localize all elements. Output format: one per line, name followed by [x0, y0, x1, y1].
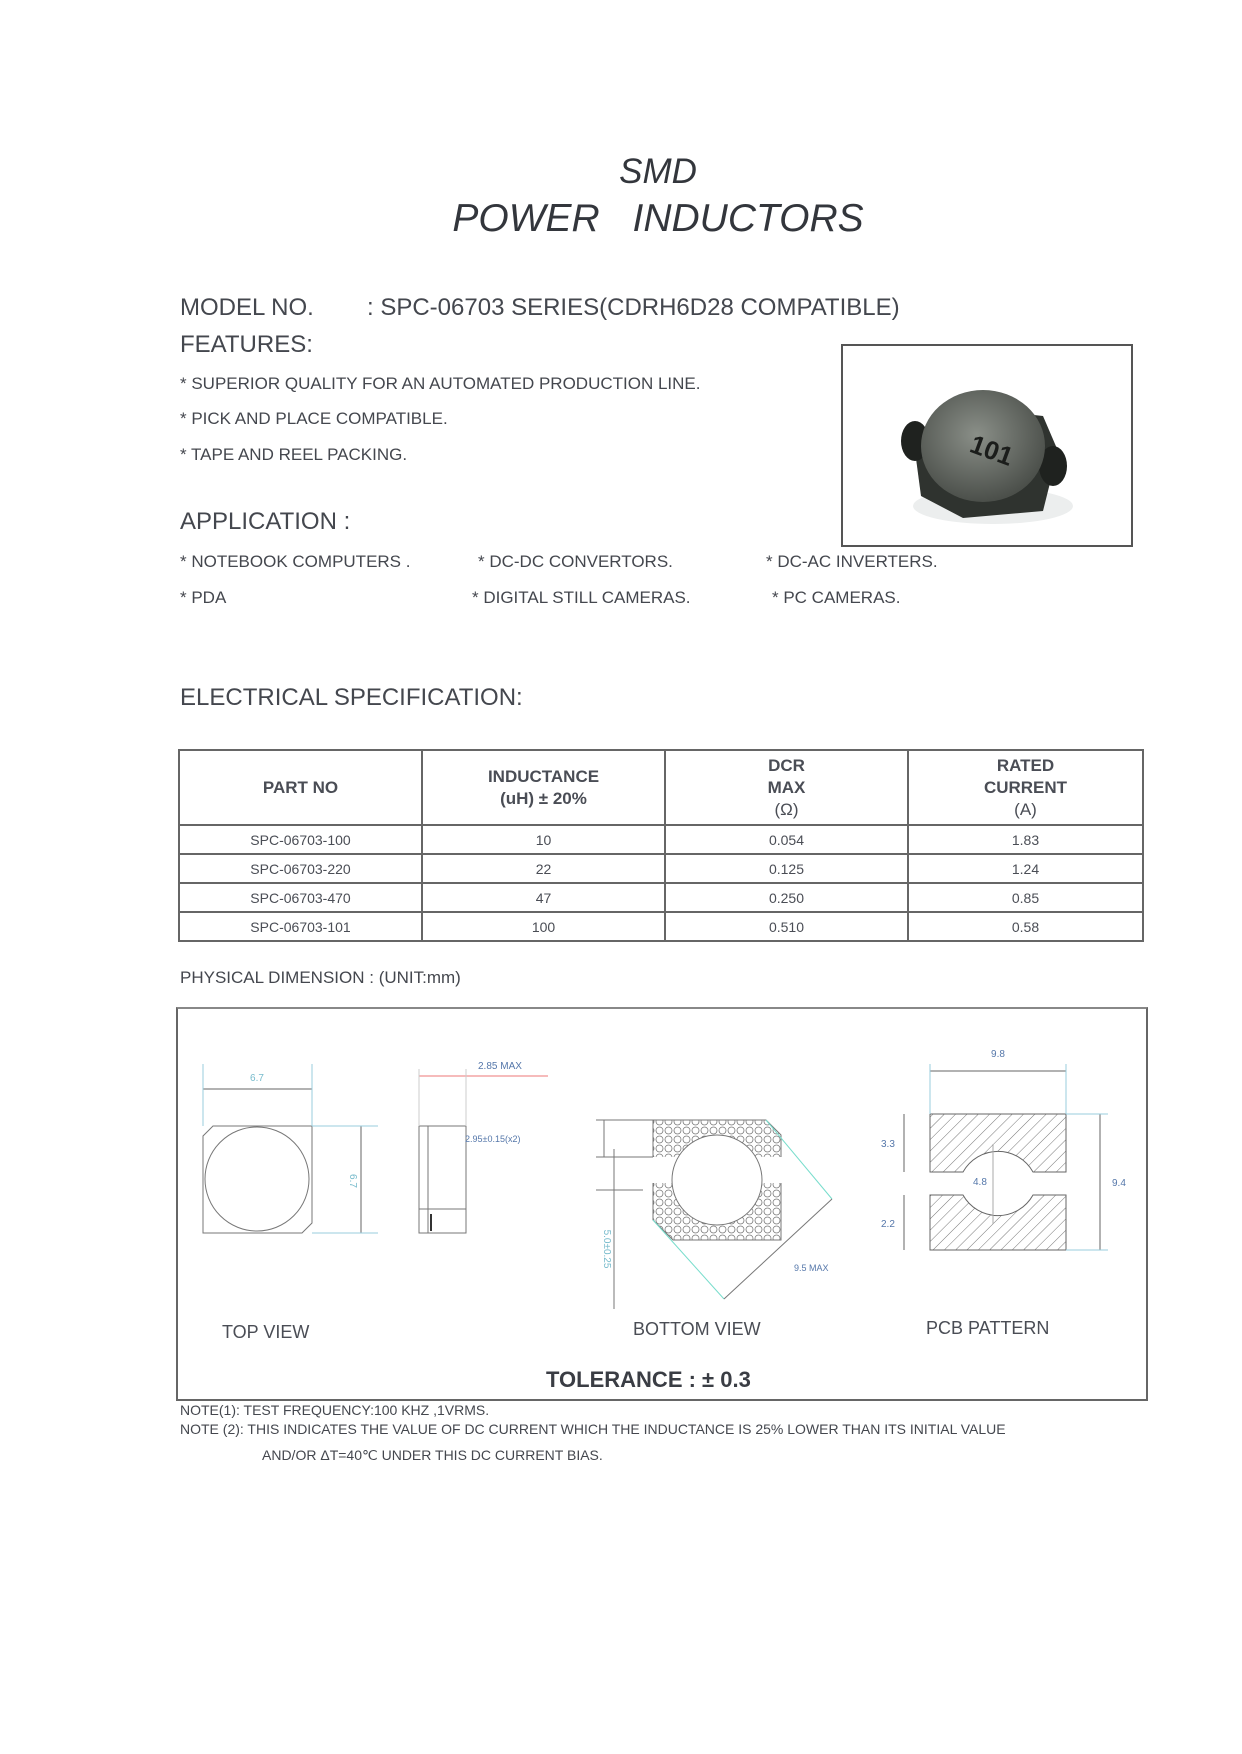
side-view-drawing — [419, 1069, 548, 1233]
application-item: * NOTEBOOK COMPUTERS . — [180, 552, 411, 571]
dim-pcb-width: 9.8 — [991, 1049, 1005, 1060]
top-view-label: TOP VIEW — [222, 1322, 310, 1342]
col-header-dcr: DCR MAX (Ω) — [665, 750, 908, 825]
dim-top-width: 6.7 — [250, 1073, 264, 1084]
feature-item: * SUPERIOR QUALITY FOR AN AUTOMATED PRODUCTION LINE. — [180, 374, 701, 393]
note-2-continued: AND/OR ΔT=40℃ UNDER THIS DC CURRENT BIAS. — [262, 1447, 603, 1463]
dim-pcb-top: 3.3 — [881, 1139, 895, 1150]
table-header-row — [179, 750, 1143, 825]
cell-dcr: 0.125 — [665, 854, 908, 883]
top-view-drawing — [203, 1064, 378, 1233]
bottom-view-drawing — [596, 1120, 832, 1309]
cell-dcr: 0.250 — [665, 883, 908, 912]
features-heading: FEATURES: — [180, 331, 313, 358]
dim-bottom-pitch: 5.0±0.25 — [601, 1229, 612, 1269]
pcb-pattern-drawing — [904, 1064, 1108, 1250]
model-label: MODEL NO. — [180, 294, 314, 321]
dim-side-height: 2.85 MAX — [478, 1061, 522, 1072]
cell-inductance: 47 — [422, 883, 665, 912]
table-row — [179, 825, 1143, 854]
dimension-drawing-box — [176, 1007, 1148, 1401]
cell-part-no: SPC-06703-101 — [179, 912, 422, 941]
cell-dcr: 0.054 — [665, 825, 908, 854]
note-1: NOTE(1): TEST FREQUENCY:100 KHZ ,1VRMS. — [180, 1402, 490, 1418]
cell-part-no: SPC-06703-100 — [179, 825, 422, 854]
application-item: * PC CAMERAS. — [772, 588, 901, 607]
bottom-view-label: BOTTOM VIEW — [633, 1319, 761, 1339]
pcb-pattern-label: PCB PATTERN — [926, 1318, 1050, 1338]
dim-pcb-bottom: 2.2 — [881, 1219, 895, 1230]
col-header-rated-current: RATED CURRENT (A) — [908, 750, 1143, 825]
dim-pcb-circle: 4.8 — [973, 1177, 987, 1188]
col-header-part-no: PART NO — [179, 750, 422, 825]
feature-item: * TAPE AND REEL PACKING. — [180, 445, 408, 464]
feature-item: * PICK AND PLACE COMPATIBLE. — [180, 409, 448, 428]
cell-inductance: 10 — [422, 825, 665, 854]
application-item: * PDA — [180, 588, 227, 607]
col-header-inductance: INDUCTANCE (uH) ± 20% — [422, 750, 665, 825]
title-power-inductors: POWER INDUCTORS — [452, 197, 864, 240]
dim-bottom-pad: 2.95±0.15(x2) — [465, 1134, 521, 1144]
application-heading: APPLICATION : — [180, 508, 351, 535]
title-smd: SMD — [619, 152, 697, 191]
dimension-drawings — [178, 1009, 1146, 1399]
inductor-image — [843, 346, 1131, 545]
table-row — [179, 883, 1143, 912]
electrical-spec-table — [178, 749, 1144, 942]
cell-inductance: 22 — [422, 854, 665, 883]
note-2: NOTE (2): THIS INDICATES THE VALUE OF DC CURRENT WHICH THE INDUCTANCE IS 25% LOWER THAN ITS INITIAL VALUE — [180, 1421, 1006, 1437]
application-item: * DIGITAL STILL CAMERAS. — [472, 588, 691, 607]
table-row — [179, 912, 1143, 941]
application-item: * DC-AC INVERTERS. — [766, 552, 938, 571]
cell-dcr: 0.510 — [665, 912, 908, 941]
application-item: * DC-DC CONVERTORS. — [478, 552, 673, 571]
dim-bottom-diag: 9.5 MAX — [794, 1263, 829, 1273]
cell-current: 1.24 — [908, 854, 1143, 883]
cell-part-no: SPC-06703-220 — [179, 854, 422, 883]
physical-heading: PHYSICAL DIMENSION : (UNIT:mm) — [180, 968, 461, 987]
cell-current: 0.85 — [908, 883, 1143, 912]
cell-current: 0.58 — [908, 912, 1143, 941]
cell-current: 1.83 — [908, 825, 1143, 854]
dim-top-height: 6.7 — [347, 1174, 358, 1188]
model-value: : SPC-06703 SERIES(CDRH6D28 COMPATIBLE) — [367, 294, 900, 321]
table-row — [179, 854, 1143, 883]
product-photo — [841, 344, 1133, 547]
cell-inductance: 100 — [422, 912, 665, 941]
svg-text:101: 101 — [966, 428, 1018, 472]
electrical-heading: ELECTRICAL SPECIFICATION: — [180, 684, 523, 711]
tolerance-label: TOLERANCE : ± 0.3 — [546, 1367, 751, 1392]
dim-pcb-height: 9.4 — [1112, 1178, 1126, 1189]
cell-part-no: SPC-06703-470 — [179, 883, 422, 912]
